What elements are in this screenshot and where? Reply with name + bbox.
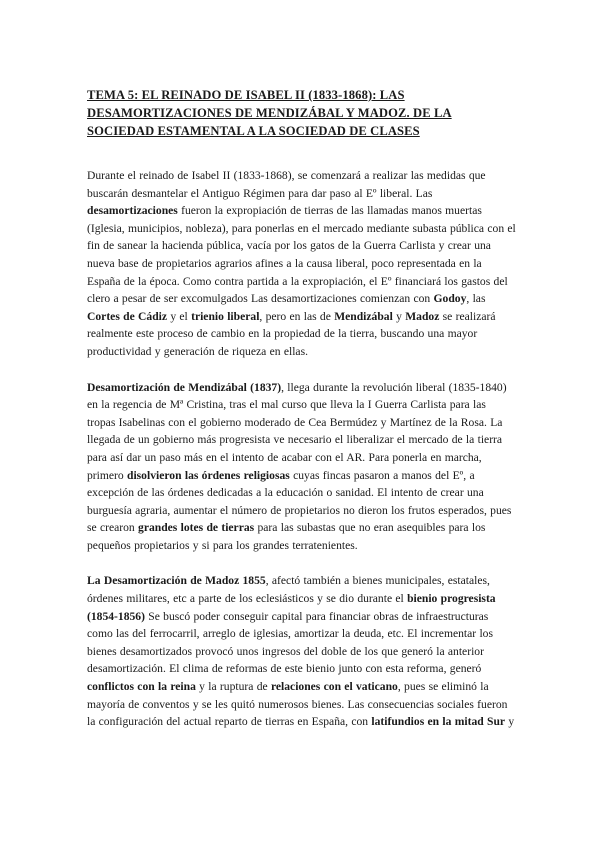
text-span: , pero en las de [259,309,335,323]
bold-term: Madoz [405,309,440,323]
bold-term: Godoy [433,292,467,306]
bold-term: trienio liberal [191,309,260,323]
bold-term: Sur [487,715,506,729]
bold-term: La Desamortización de Madoz 1855 [87,574,266,588]
text-span: , afectó también a bienes municipales, estatales, órdenes militares, etc a parte de los eclesiásticos y se dio durante el [87,574,490,606]
bold-term: Desamortización de Mendizábal (1837) [87,380,282,394]
text-span: cuyas fincas pasaron a manos del Eº, a excepción de las órdenes dedicadas a la educación o sanidad. El intento de crear una burguesía agraria, aumentar el número de propietarios no dieron los frutos esperados, pues se crearon [87,468,512,535]
text-span: Se buscó poder conseguir capital para financiar obras de infraestructuras como las del ferrocarril, arreglo de iglesias, amortizar la deuda, etc. El incrementar los bienes desamortizados provocó unos ingresos del doble de los que generó la anterior desamortización. El clima de reformas de este bienio junto con esta reforma, generó [87,609,493,676]
bold-term: desamortizaciones [87,204,178,218]
bold-term: bienio progresista (1854-1856) [87,592,496,623]
document-body [87,86,517,731]
text-span: para las subastas que no eran asequibles para los pequeños propietarios y si para los grandes terratenientes. [87,521,486,552]
text-span: se realizará realmente este proceso de cambio en la propiedad de la tierra, buscando una mayor productividad y generación de riqueza en ellas. [87,309,496,358]
text-span: y [505,715,515,729]
paragraph-mendizabal [87,379,517,555]
text-span: fueron la expropiación de tierras de las llamadas manos muertas (Iglesia, municipios, nobleza), para ponerlas en el mercado mediante subasta pública con el fin de sanear la hacienda pública, vacía por los gatos de la Guerra Carlista y crear una nueva base de propietarios agrarios afines a la causa liberal, poco representada en la España de la época. Como contra partida a la expropiación, el Eº financiará los gastos del clero a pesar de ser excomulgados Las desamortizaciones comienzan con [87,204,516,306]
text-span: y [392,309,406,323]
text-span: , llega durante la revolución liberal (1835-1840) en la regencia de Mª Cristina, tras el mal curso que lleva la I Guerra Carlista para las tropas Isabelinas con el gobierno moderado de Cea Bermúdez y Martínez de la Rosa. La llegada de un gobierno más progresista ve necesario el liberalizar el mercado de la tierra para así dar un paso más en el intento de acabar con el AR. Para ponerla en marcha, primero [87,380,507,482]
bold-term: disolvieron las órdenes religiosas [127,468,290,482]
text-span: y el [167,309,192,323]
document-title: TEMA 5: EL REINADO DE ISABEL II (1833-1868): LAS DESAMORTIZACIONES DE MENDIZÁBAL Y MADOZ. DE LA SOCIEDAD ESTAMENTAL A LA SOCIEDAD DE CLASES [87,88,452,138]
text-span: Durante el reinado de Isabel II (1833-1868), se comenzará a realizar las medidas que buscarán desmantelar el Antiguo Régimen para dar paso al Eº liberal. Las [87,169,486,200]
bold-term: Mendizábal [334,309,393,323]
text-span: y la ruptura de [195,680,271,694]
bold-term: Cortes de Cádiz [87,309,168,323]
text-span: , las [466,292,486,306]
bold-term: relaciones con el vaticano [270,680,398,694]
paragraph-intro [87,167,517,361]
text-span: , pues se eliminó la mayoría de conventos y se les quitó numerosos bienes. Las consecuencias sociales fueron la configuración del actual reparto de tierras en España, con [87,680,508,729]
bold-term: conflictos con la reina [87,680,196,694]
bold-term: latifundios en la mitad [371,715,484,729]
paragraph-madoz [87,572,517,730]
bold-term: grandes lotes de tierras [138,521,255,535]
